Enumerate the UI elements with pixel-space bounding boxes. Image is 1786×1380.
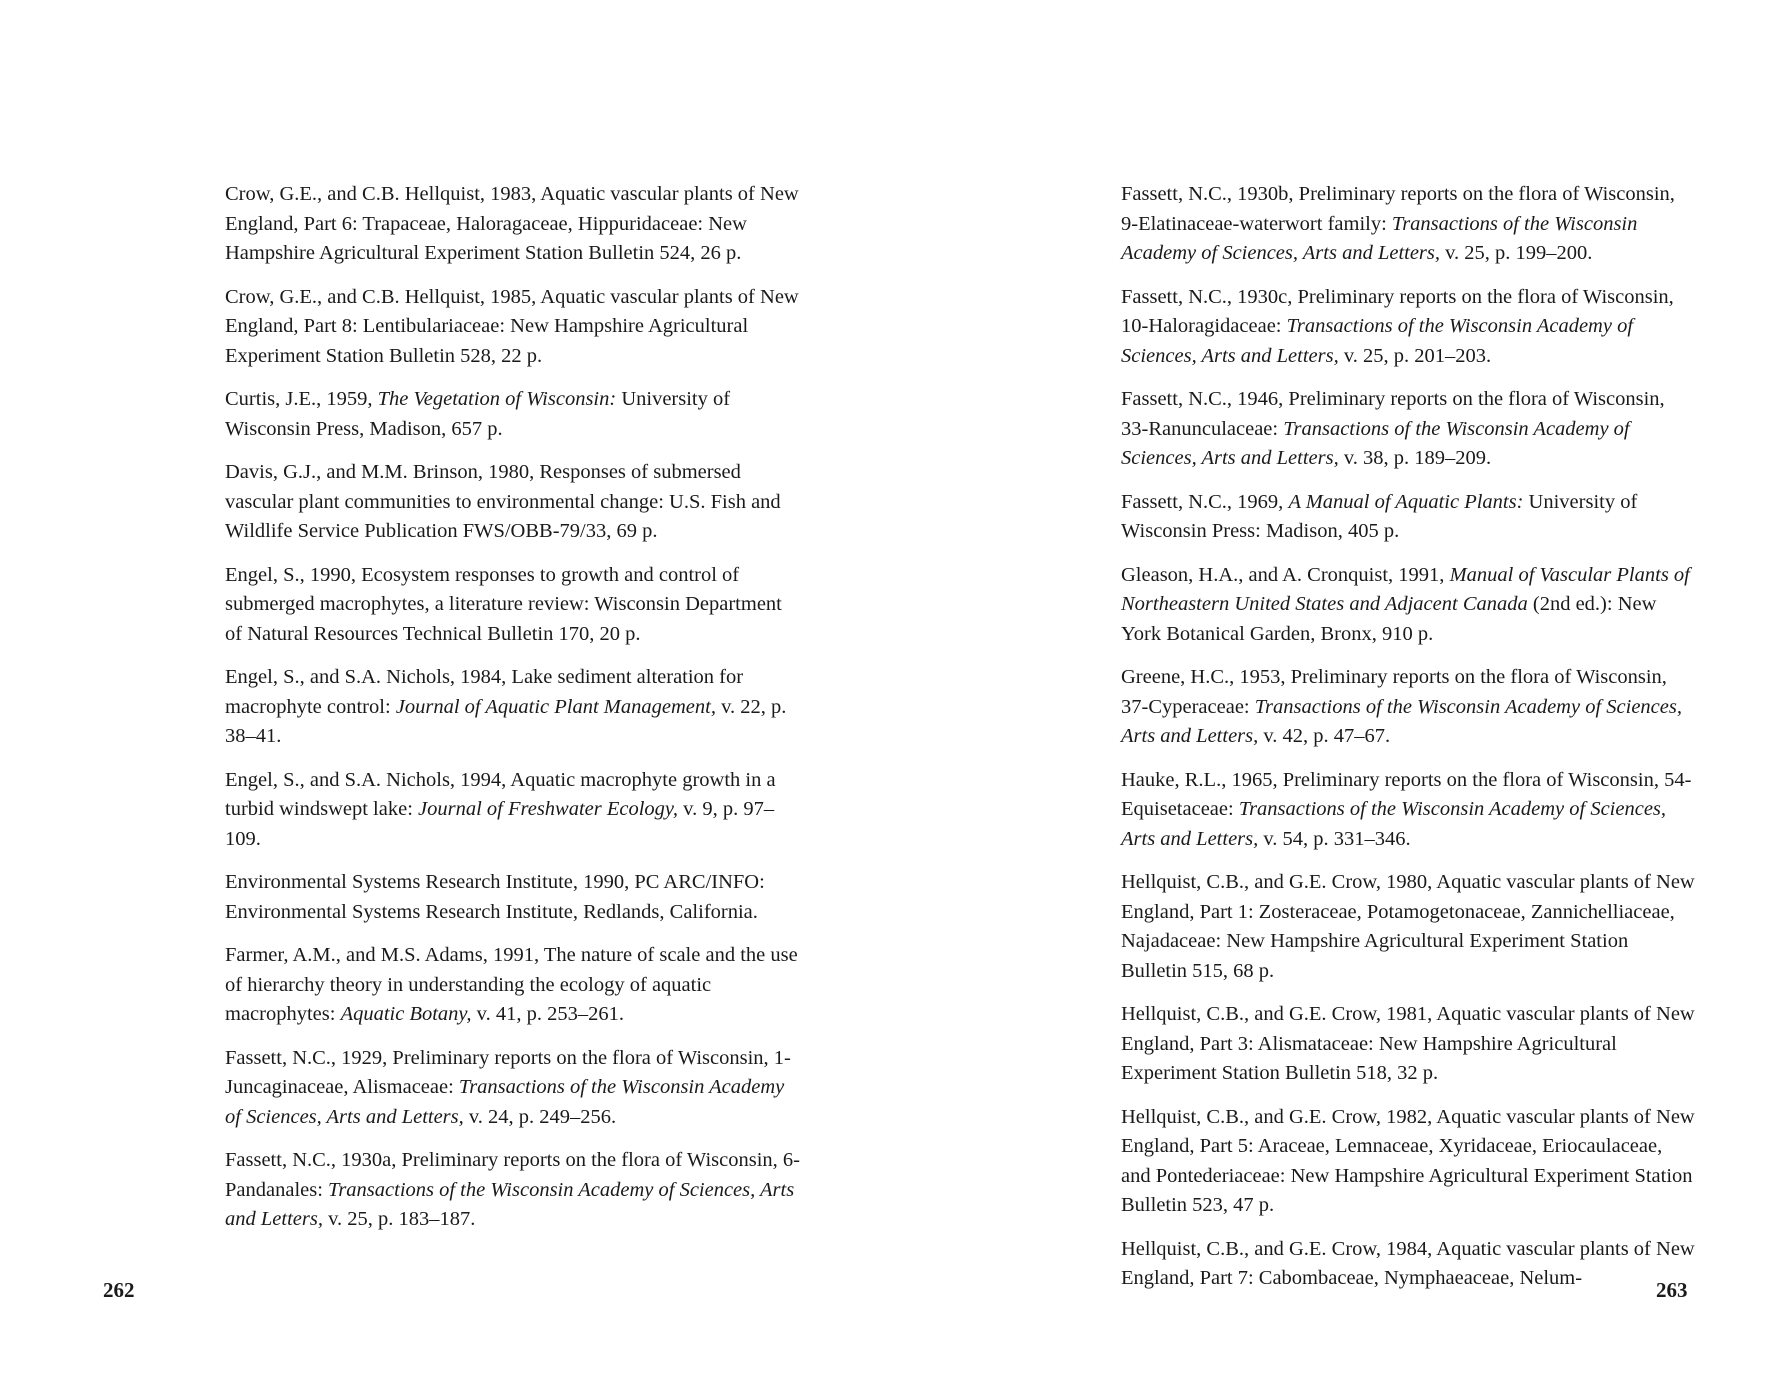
reference-entry	[225, 385, 800, 444]
reference-text: Engel, S., 1990, Ecosystem responses to growth and control of submerged macrophytes, a literature review: Wisconsin Department of Natural Resources Technical Bulletin 170, 20 p.	[225, 563, 782, 645]
reference-entry	[1121, 868, 1696, 986]
reference-entry	[225, 561, 800, 650]
reference-title-italic: Transactions of the Wisconsin Academy of Sciences, Arts and Letters,	[1121, 798, 1667, 850]
reference-text: Hellquist, C.B., and G.E. Crow, 1982, Aquatic vascular plants of New England, Part 5: Araceae, Lemnaceae, Xyridaceae, Eriocaulaceae, and Pontederiaceae: New Hampshire Agricultural Experiment Station Bulletin 523, 47 p.	[1121, 1105, 1695, 1216]
reference-entry	[225, 180, 800, 269]
reference-entry	[1121, 488, 1696, 547]
reference-entry	[225, 458, 800, 547]
reference-text: v. 25, p. 199–200.	[1440, 242, 1593, 264]
reference-title-italic: A Manual of Aquatic Plants:	[1288, 490, 1524, 513]
reference-text: v. 42, p. 47–67.	[1258, 725, 1391, 747]
reference-title-italic: Aquatic Botany,	[340, 1003, 472, 1025]
reference-entry	[1121, 663, 1696, 752]
page-number: 262	[103, 1278, 135, 1302]
reference-entry	[1121, 385, 1696, 474]
reference-text: v. 41, p. 253–261.	[471, 1003, 624, 1025]
reference-entry	[1121, 766, 1696, 855]
reference-text: Fassett, N.C., 1930c, Preliminary reports on the flora of Wisconsin, 10-Haloragidaceae:	[1121, 285, 1674, 337]
reference-text: Environmental Systems Research Institute, 1990, PC ARC/INFO: Environmental Systems Research Institute, Redlands, California.	[225, 871, 765, 923]
reference-entry	[225, 1146, 800, 1235]
reference-text: Curtis, J.E., 1959,	[225, 388, 378, 410]
reference-entry	[225, 766, 800, 855]
reference-entry	[1121, 1103, 1696, 1221]
reference-entry	[1121, 561, 1696, 650]
reference-list	[1121, 180, 1696, 1308]
reference-text: University of Wisconsin Press, Madison, 657 p.	[225, 388, 731, 440]
reference-text: Gleason, H.A., and A. Cronquist, 1991,	[1121, 563, 1450, 586]
reference-text: v. 38, p. 189–209.	[1338, 447, 1492, 469]
reference-text: Davis, G.J., and M.M. Brinson, 1980, Responses of submersed vascular plant communities to environmental change: U.S. Fish and Wildlife Service Publication FWS/OBB-79/33, 69 p.	[225, 461, 781, 542]
reference-title-italic: Transactions of the Wisconsin Academy of Sciences, Arts and Letters,	[1121, 315, 1634, 367]
reference-title-italic: Transactions of the Wisconsin Academy of Sciences, Arts and Letters,	[225, 1178, 795, 1230]
reference-entry	[225, 663, 800, 752]
reference-text: Fassett, N.C., 1969,	[1121, 490, 1289, 513]
reference-title-italic: Transactions of the Wisconsin Academy of Sciences, Arts and Letters,	[1121, 695, 1682, 747]
reference-text: Fassett, N.C., 1946, Preliminary reports on the flora of Wisconsin, 33-Ranunculaceae:	[1121, 388, 1665, 440]
reference-title-italic: The Vegetation of Wisconsin:	[377, 388, 617, 410]
reference-title-italic: Transactions of the Wisconsin Academy of Sciences, Arts and Letters,	[225, 1076, 785, 1128]
reference-text: Fassett, N.C., 1930a, Preliminary reports on the flora of Wisconsin, 6-Pandanales:	[225, 1149, 800, 1201]
reference-entry	[225, 283, 800, 372]
reference-entry	[225, 1044, 800, 1133]
reference-text: v. 24, p. 249–256.	[463, 1105, 617, 1128]
reference-entry	[1121, 180, 1696, 269]
reference-title-italic: Journal of Freshwater Ecology,	[418, 798, 679, 820]
reference-entry	[225, 941, 800, 1030]
reference-text: Engel, S., and S.A. Nichols, 1994, Aquatic macrophyte growth in a turbid windswept lake:	[225, 768, 776, 820]
reference-text: Hellquist, C.B., and G.E. Crow, 1981, Aquatic vascular plants of New England, Part 3: Alismataceae: New Hampshire Agricultural Experiment Station Bulletin 518, 32 p.	[1121, 1003, 1695, 1084]
reference-entry	[225, 868, 800, 927]
reference-text: University of Wisconsin Press: Madison, 405 p.	[1121, 490, 1638, 542]
right-page	[893, 0, 1786, 1380]
reference-text: v. 9, p. 97–109.	[225, 798, 775, 850]
reference-text: Hauke, R.L., 1965, Preliminary reports on the flora of Wisconsin, 54-Equisetaceae:	[1121, 768, 1692, 820]
reference-text: Hellquist, C.B., and G.E. Crow, 1984, Aquatic vascular plants of New England, Part 7: Cabombaceae, Nymphaeaceae, Nelum-	[1121, 1237, 1695, 1289]
reference-text: Engel, S., and S.A. Nichols, 1984, Lake sediment alteration for macrophyte control:	[225, 666, 744, 718]
reference-title-italic: Journal of Aquatic Plant Management,	[395, 695, 716, 718]
reference-text: v. 54, p. 331–346.	[1258, 827, 1411, 850]
page-number: 263	[1656, 1278, 1688, 1302]
reference-title-italic: Transactions of the Wisconsin Academy of Sciences, Arts and Letters,	[1121, 212, 1638, 264]
reference-entry	[1121, 283, 1696, 372]
reference-text: Farmer, A.M., and M.S. Adams, 1991, The nature of scale and the use of hierarchy theory in understanding the ecology of aquatic macrophytes:	[225, 944, 798, 1025]
reference-text: v. 25, p. 201–203.	[1338, 344, 1492, 367]
reference-title-italic: Manual of Vascular Plants of Northeastern United States and Adjacent Canada	[1121, 563, 1690, 615]
reference-list	[225, 180, 800, 1249]
reference-text: Fassett, N.C., 1930b, Preliminary reports on the flora of Wisconsin, 9-Elatinaceae-waterwort family:	[1121, 183, 1675, 235]
reference-text: Greene, H.C., 1953, Preliminary reports on the flora of Wisconsin, 37-Cyperaceae:	[1121, 666, 1667, 718]
reference-text: Crow, G.E., and C.B. Hellquist, 1985, Aquatic vascular plants of New England, Part 8: Lentibulariaceae: New Hampshire Agricultural Experiment Station Bulletin 528, 22 p.	[225, 285, 799, 367]
reference-text: Fassett, N.C., 1929, Preliminary reports on the flora of Wisconsin, 1-Juncaginaceae, Alismaceae:	[225, 1046, 791, 1098]
reference-text: (2nd ed.): New York Botanical Garden, Bronx, 910 p.	[1121, 593, 1657, 645]
reference-text: v. 22, p. 38–41.	[225, 695, 787, 747]
reference-title-italic: Transactions of the Wisconsin Academy of Sciences, Arts and Letters,	[1121, 417, 1630, 469]
reference-entry	[1121, 1235, 1696, 1294]
reference-text: Hellquist, C.B., and G.E. Crow, 1980, Aquatic vascular plants of New England, Part 1: Zosteraceae, Potamogetonaceae, Zannichelliaceae, Najadaceae: New Hampshire Agricultural Experiment Station Bulletin 515, 68 p.	[1121, 871, 1695, 982]
reference-text: v. 25, p. 183–187.	[322, 1208, 476, 1230]
reference-entry	[1121, 1000, 1696, 1089]
reference-text: Crow, G.E., and C.B. Hellquist, 1983, Aquatic vascular plants of New England, Part 6: Trapaceae, Haloragaceae, Hippuridaceae: New Hampshire Agricultural Experiment Station Bulletin 524, 26 p.	[225, 183, 799, 264]
